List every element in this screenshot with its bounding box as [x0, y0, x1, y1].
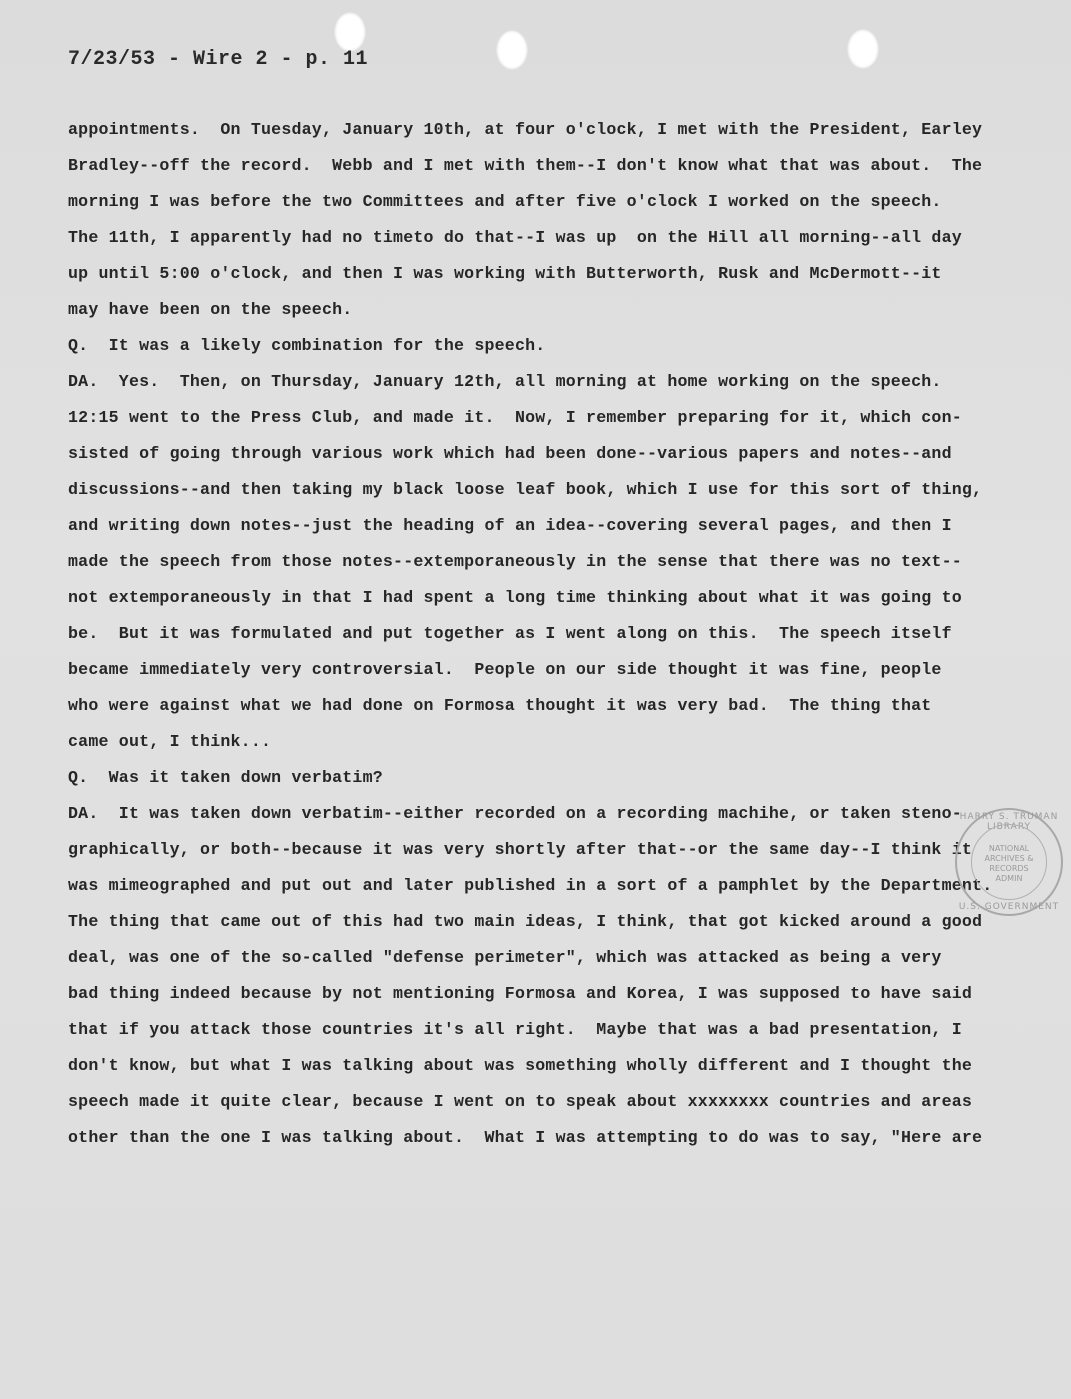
text-line: DA. Yes. Then, on Thursday, January 12th, all morning at home working on the speech. [68, 372, 942, 391]
text-line: sisted of going through various work which had been done--various papers and notes--and [68, 444, 952, 463]
archive-stamp [955, 808, 1063, 916]
punch-hole-1 [334, 12, 366, 52]
text-line: not extemporaneously in that I had spent a long time thinking about what it was going to [68, 588, 962, 607]
text-line: morning I was before the two Committees and after five o'clock I worked on the speech. [68, 192, 942, 211]
transcript-body [68, 112, 1028, 1156]
text-line: bad thing indeed because by not mentioning Formosa and Korea, I was supposed to have said [68, 984, 973, 1003]
text-line: Bradley--off the record. Webb and I met with them--I don't know what that was about. The [68, 156, 983, 175]
text-line: other than the one I was talking about. What I was attempting to do was to say, "Here are [68, 1128, 983, 1147]
stamp-ring-bottom: U.S. GOVERNMENT [958, 902, 1060, 912]
text-line: DA. It was taken down verbatim--either recorded on a recording machihe, or taken steno- [68, 804, 962, 823]
text-line: don't know, but what I was talking about was something wholly different and I thought the [68, 1056, 973, 1075]
text-line: discussions--and then taking my black loose leaf book, which I use for this sort of thing, [68, 480, 983, 499]
text-line: who were against what we had done on Formosa thought it was very bad. The thing that [68, 696, 932, 715]
text-line: speech made it quite clear, because I went on to speak about xxxxxxxx countries and areas [68, 1092, 973, 1111]
text-line: deal, was one of the so-called "defense perimeter", which was attacked as being a very [68, 948, 942, 967]
text-line: made the speech from those notes--extemporaneously in the sense that there was no text-- [68, 552, 962, 571]
text-line: Q. Was it taken down verbatim? [68, 768, 383, 787]
text-line: 12:15 went to the Press Club, and made it. Now, I remember preparing for it, which con- [68, 408, 962, 427]
text-line: be. But it was formulated and put together as I went along on this. The speech itself [68, 624, 952, 643]
text-line: and writing down notes--just the heading of an idea--covering several pages, and then I [68, 516, 952, 535]
page-header: 7/23/53 - Wire 2 - p. 11 [68, 48, 369, 71]
stamp-center [957, 844, 1061, 884]
text-line: graphically, or both--because it was very shortly after that--or the same day--I think it [68, 840, 973, 859]
punch-hole-3 [847, 29, 879, 69]
punch-hole-2 [496, 30, 528, 70]
text-line: became immediately very controversial. People on our side thought it was fine, people [68, 660, 942, 679]
stamp-center-line: ARCHIVES & [984, 854, 1034, 863]
stamp-ring-top: HARRY S. TRUMAN LIBRARY [959, 812, 1059, 832]
text-line: Q. It was a likely combination for the speech. [68, 336, 546, 355]
text-line: The thing that came out of this had two main ideas, I think, that got kicked around a good [68, 912, 983, 931]
stamp-center-line: NATIONAL [988, 844, 1030, 853]
text-line: that if you attack those countries it's all right. Maybe that was a bad presentation, I [68, 1020, 962, 1039]
text-line: came out, I think... [68, 732, 272, 751]
text-line: appointments. On Tuesday, January 10th, at four o'clock, I met with the President, Earley [68, 120, 983, 139]
text-line: was mimeographed and put out and later published in a sort of a pamphlet by the Department. [68, 876, 993, 895]
stamp-center-line: RECORDS [989, 864, 1029, 873]
stamp-center-line: ADMIN [995, 874, 1023, 883]
text-line: up until 5:00 o'clock, and then I was working with Butterworth, Rusk and McDermott--it [68, 264, 942, 283]
text-line: The 11th, I apparently had no timeto do that--I was up on the Hill all morning--all day [68, 228, 962, 247]
text-line: may have been on the speech. [68, 300, 353, 319]
